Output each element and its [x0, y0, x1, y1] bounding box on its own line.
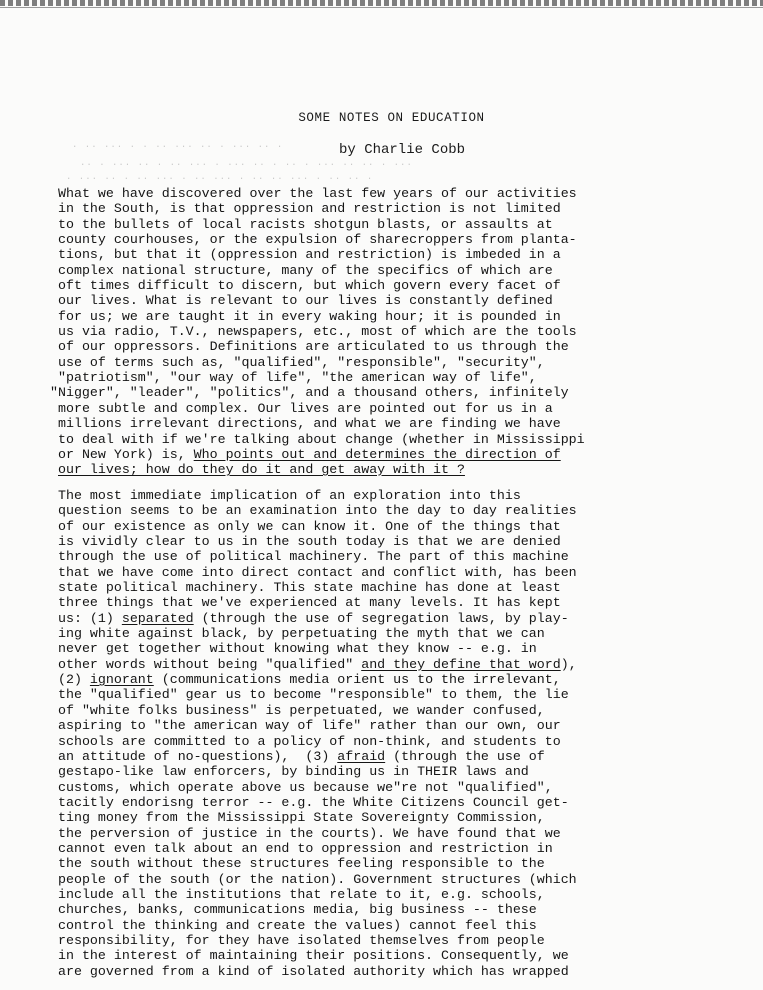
text-line	[58, 687, 577, 702]
text-line	[58, 856, 577, 871]
text-run: tacitly endorisng terror -- e.g. the White Citizens Council get-	[58, 794, 569, 810]
text-line	[58, 519, 577, 534]
text-run: (through the use of	[385, 748, 545, 764]
text-run: "patriotism", "our way of life", "the american way of life",	[58, 370, 537, 386]
text-run: state political machinery. This state machine has done at least	[58, 580, 561, 596]
scan-top-line	[0, 7, 763, 8]
text-run: the perversion of justice in the courts). We have found that we	[58, 825, 561, 841]
text-line	[58, 401, 585, 416]
text-run: the south without these structures feeling responsible to the	[58, 856, 545, 872]
text-run: the "qualified" gear us to become "responsible" to them, the lie	[58, 687, 569, 703]
text-line	[58, 447, 585, 462]
text-line	[58, 580, 577, 595]
text-line	[58, 718, 577, 733]
text-run: control the thinking and create the values) cannot feel this	[58, 917, 537, 933]
text-run: are governed from a kind of isolated authority which has wrapped	[58, 963, 569, 979]
text-run: include all the institutions that relate to it, e.g. schools,	[58, 886, 545, 902]
text-line	[58, 749, 577, 764]
underlined-text: Who points out and determines the direction of	[193, 446, 561, 462]
underlined-text: and they define that word	[361, 656, 561, 672]
text-line	[58, 826, 577, 841]
text-line	[58, 887, 577, 902]
text-run: customs, which operate above us because we"re not "qualified",	[58, 779, 553, 795]
text-run: The most immediate implication of an exploration into this	[58, 488, 521, 503]
text-line	[58, 841, 577, 856]
text-run: our lives. What is relevant to our lives is constantly defined	[58, 293, 553, 309]
text-line	[58, 247, 585, 262]
text-line	[58, 703, 577, 718]
paragraph-1	[50, 186, 585, 478]
paragraph-2	[58, 488, 577, 979]
text-run: (through the use of segregation laws, by play-	[193, 610, 569, 626]
text-line	[58, 488, 577, 503]
underlined-text: afraid	[337, 748, 386, 764]
text-line	[58, 734, 577, 749]
text-run: for us; we are taught it in every waking hour; it is pounded in	[58, 308, 561, 324]
text-run: to deal with if we're talking about change (whether in Mississippi	[58, 431, 585, 447]
text-line	[58, 795, 577, 810]
underlined-text: our lives; how do they do it and get away with it ?	[58, 462, 465, 478]
text-line	[58, 217, 585, 232]
underlined-text: separated	[121, 610, 194, 626]
text-run: or New York) is,	[58, 446, 194, 462]
text-line	[58, 339, 585, 354]
text-run: us via radio, T.V., newspapers, etc., most of which are the tools	[58, 324, 577, 340]
text-run: gestapo-like law enforcers, by binding us in THEIR laws and	[58, 764, 529, 780]
text-run: use of terms such as, "qualified", "responsible", "security",	[58, 354, 545, 370]
scan-bleed-through: .. . ... .. . .. ... . ... .. . .. . ... .. .. . ...	[80, 158, 413, 168]
text-line	[58, 626, 577, 641]
text-run: aspiring to "the american way of life" rather than our own, our	[58, 718, 561, 734]
text-run: complex national structure, many of the specifics of which are	[58, 262, 553, 278]
text-line	[58, 549, 577, 564]
text-run: three things that we've experienced at many levels. It has kept	[58, 595, 561, 611]
text-run: ing white against black, by perpetuating the myth that we can	[58, 626, 545, 642]
text-run: an attitude of no-questions), (3)	[58, 748, 338, 764]
text-line	[58, 263, 585, 278]
text-run: is vividly clear to us in the south today is that we are denied	[58, 534, 561, 550]
text-run: to the bullets of local racists shotgun blasts, or assaults at	[58, 216, 553, 232]
text-run: county courhouses, or the expulsion of sharecroppers from planta-	[58, 232, 577, 248]
text-run: people of the south (or the nation). Government structures (which	[58, 871, 577, 887]
text-run: (communications media orient us to the irrelevant,	[153, 672, 561, 688]
text-run: "Nigger", "leader", "politics", and a thousand others, infinitely	[50, 385, 569, 401]
text-run: in the interest of maintaining their positions. Consequently, we	[58, 948, 569, 964]
text-line	[58, 309, 585, 324]
text-line	[58, 933, 577, 948]
text-run: us: (1)	[58, 610, 122, 626]
text-run: question seems to be an examination into the day to day realities	[58, 503, 577, 519]
underlined-text: ignorant	[89, 672, 154, 688]
text-run: (2)	[58, 672, 90, 688]
text-line	[58, 416, 585, 431]
text-line	[58, 902, 577, 917]
text-run: oft times difficult to discern, but which govern every facet of	[58, 278, 561, 294]
text-line	[58, 780, 577, 795]
scan-bleed-through: . .. ... . . .. ... .. . ... .. .	[72, 140, 284, 150]
text-run: What we have discovered over the last few years of our activities	[58, 186, 577, 201]
text-line	[58, 595, 577, 610]
text-line	[58, 355, 585, 370]
text-line	[58, 565, 577, 580]
text-line	[58, 810, 577, 825]
text-line	[58, 641, 577, 656]
text-run: never get together without knowing what they know -- e.g. in	[58, 641, 537, 657]
text-line	[58, 657, 577, 672]
text-run: responsibility, for they have isolated themselves from people	[58, 932, 545, 948]
text-run: in the South, is that oppression and restriction is not limited	[58, 201, 561, 217]
text-line	[58, 872, 577, 887]
text-run: that we have come into direct contact and conflict with, has been	[58, 564, 577, 580]
text-line	[58, 534, 577, 549]
text-run: churches, banks, communications media, big business -- these	[58, 902, 537, 918]
text-run: of our oppressors. Definitions are articulated to us through the	[58, 339, 569, 355]
text-run: cannot even talk about an end to oppression and restriction in	[58, 840, 553, 856]
text-run: schools are committed to a policy of non-think, and students to	[58, 733, 561, 749]
text-line	[58, 370, 585, 385]
text-run: other words without being "qualified"	[58, 656, 362, 672]
text-line	[58, 293, 585, 308]
text-run: millions irrelevant directions, and what we are finding we have	[58, 416, 561, 432]
text-line	[58, 201, 585, 216]
document-byline: by Charlie Cobb	[339, 142, 466, 158]
text-run: ),	[560, 656, 577, 672]
text-run: more subtle and complex. Our lives are pointed out for us in a	[58, 400, 553, 416]
text-line	[58, 432, 585, 447]
text-line	[58, 462, 585, 477]
document-title: SOME NOTES ON EDUCATION	[298, 111, 485, 125]
text-line	[58, 232, 585, 247]
scan-bleed-through: . ... .. . .. ... . .. ... . .. .. ... . .. .. .	[66, 172, 374, 182]
text-line	[58, 186, 585, 201]
text-line	[58, 964, 577, 979]
text-run: tions, but that it (oppression and restriction) is imbeded in a	[58, 247, 561, 263]
text-line	[50, 385, 585, 400]
scan-top-border	[0, 0, 763, 6]
text-line	[58, 764, 577, 779]
text-run: of "white folks business" is perpetuated, we wander confused,	[58, 702, 545, 718]
text-line	[58, 324, 585, 339]
text-line	[58, 672, 577, 687]
text-line	[58, 918, 577, 933]
text-run: ting money from the Mississippi State Sovereignty Commission,	[58, 810, 545, 826]
text-line	[58, 611, 577, 626]
text-line	[58, 948, 577, 963]
text-run: through the use of political machinery. The part of this machine	[58, 549, 569, 565]
text-line	[58, 278, 585, 293]
text-run: of our existence as only we can know it. One of the things that	[58, 518, 561, 534]
text-line	[58, 503, 577, 518]
